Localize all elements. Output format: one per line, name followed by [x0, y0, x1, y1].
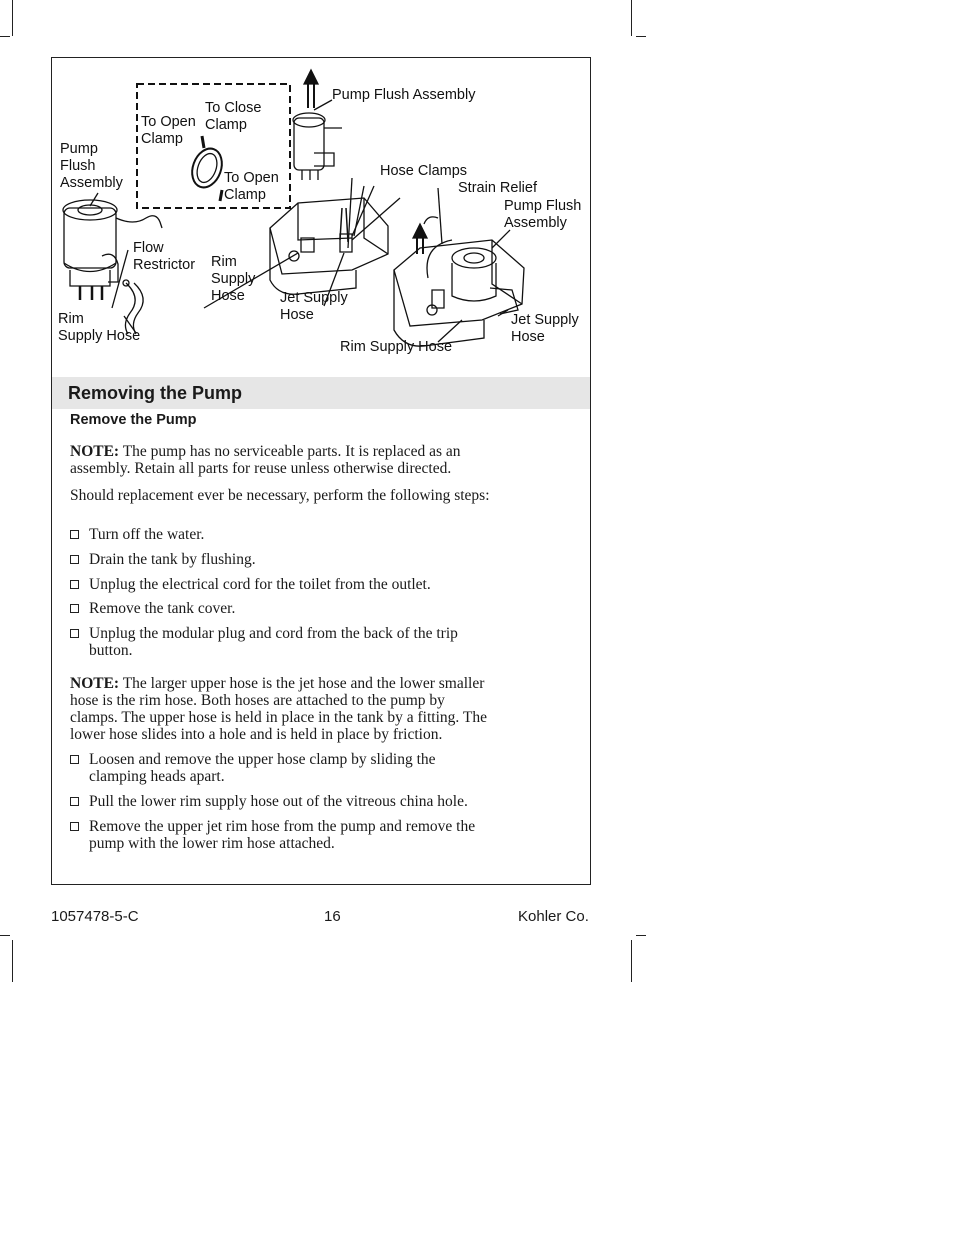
note-label: NOTE: — [70, 675, 120, 692]
list-item-text: Remove the upper jet rim hose from the pump and remove the — [89, 818, 476, 835]
label-line: To Open — [141, 114, 196, 130]
label-line: To Open — [224, 170, 279, 186]
note-text: The pump has no serviceable parts. It is replaced as an — [119, 443, 461, 460]
pump-illustration — [52, 58, 592, 376]
list-item — [70, 625, 559, 659]
label-line: Hose — [511, 329, 545, 345]
note-line — [70, 443, 560, 460]
checkbox-icon — [70, 604, 79, 613]
list-item — [70, 793, 559, 810]
label-line: Assembly — [60, 175, 123, 191]
crop-mark — [12, 940, 13, 982]
content-panel — [51, 57, 591, 885]
list-item-text: button. — [89, 642, 133, 659]
list-item-text: Unplug the modular plug and cord from the back of the trip — [89, 625, 458, 642]
label-line: To Close — [205, 100, 262, 116]
list-item — [70, 576, 559, 593]
note-label: NOTE: — [70, 443, 120, 460]
note-paragraph — [70, 675, 560, 743]
section-title: Removing the Pump — [68, 383, 243, 403]
list-item — [70, 818, 559, 852]
list-item-text: pump with the lower rim hose attached. — [89, 835, 335, 852]
checkbox-icon — [70, 580, 79, 589]
label-line: Clamp — [224, 187, 266, 203]
label-rim-supply-mid — [211, 254, 255, 305]
label-line: Supply — [211, 271, 256, 287]
list-item — [70, 751, 559, 785]
checkbox-icon — [70, 797, 79, 806]
note-line: lower hose slides into a hole and is held in place by friction. — [70, 726, 443, 743]
list-item-text: Turn off the water. — [89, 526, 205, 543]
label-line: Clamp — [205, 117, 247, 133]
label-pump-flush-right — [504, 198, 581, 232]
label-pump-flush-top: Pump Flush Assembly — [332, 87, 476, 103]
label-line: Hose — [280, 307, 314, 323]
crop-mark — [0, 36, 10, 37]
label-flow-restrictor — [133, 240, 195, 274]
checkbox-icon — [70, 555, 79, 564]
label-line: Pump Flush — [504, 198, 582, 214]
document-number: 1057478-5-C — [51, 908, 139, 925]
label-line: Rim — [211, 254, 237, 270]
note-text: The larger upper hose is the jet hose and the lower smaller — [119, 675, 485, 692]
company-name: Kohler Co. — [518, 908, 589, 925]
label-line: Supply Hose — [58, 328, 141, 344]
label-line: Assembly — [504, 215, 567, 231]
note-line: assembly. Retain all parts for reuse unless otherwise directed. — [70, 460, 452, 477]
label-rim-supply-bottom: Rim Supply Hose — [340, 339, 453, 355]
crop-mark — [636, 36, 646, 37]
list-item-text: Loosen and remove the upper hose clamp by sliding the — [89, 751, 436, 768]
label-to-close-clamp — [205, 100, 261, 134]
intro-paragraph: Should replacement ever be necessary, perform the following steps: — [70, 487, 490, 504]
label-line: Hose — [211, 288, 245, 304]
list-item-text: clamping heads apart. — [89, 768, 225, 785]
list-item-text: Remove the tank cover. — [89, 600, 236, 617]
label-line: Flush — [60, 158, 96, 174]
note-line: hose is the rim hose. Both hoses are attached to the pump by — [70, 692, 445, 709]
subheading: Remove the Pump — [70, 412, 197, 428]
list-item — [70, 526, 559, 543]
list-item-text: Unplug the electrical cord for the toilet from the outlet. — [89, 576, 431, 593]
label-line: Pump — [60, 141, 98, 157]
list-item — [70, 551, 559, 568]
label-jet-supply-mid — [280, 290, 348, 324]
list-item — [70, 600, 559, 617]
crop-mark — [631, 0, 632, 36]
label-pump-flush-left — [60, 141, 123, 192]
checkbox-icon — [70, 530, 79, 539]
list-item-text: Pull the lower rim supply hose out of the vitreous china hole. — [89, 793, 468, 810]
crop-mark — [636, 935, 646, 936]
label-line: Restrictor — [133, 257, 196, 273]
label-strain-relief: Strain Relief — [458, 180, 537, 196]
section-header — [52, 377, 590, 409]
note-line: clamps. The upper hose is held in place in the tank by a fitting. The — [70, 709, 487, 726]
label-line: Jet Supply — [511, 312, 579, 328]
label-to-open-clamp-1 — [141, 114, 196, 148]
page-number: 16 — [324, 908, 341, 925]
checkbox-icon — [70, 822, 79, 831]
label-hose-clamps: Hose Clamps — [380, 163, 468, 179]
list-item-text: Drain the tank by flushing. — [89, 551, 256, 568]
label-line: Rim — [58, 311, 84, 327]
note-line — [70, 675, 560, 692]
label-rim-supply-left — [58, 311, 140, 345]
crop-mark — [12, 0, 13, 36]
checkbox-icon — [70, 755, 79, 764]
label-line: Flow — [133, 240, 164, 256]
label-line: Clamp — [141, 131, 183, 147]
crop-mark — [0, 935, 10, 936]
crop-mark — [631, 940, 632, 982]
note-paragraph — [70, 443, 560, 477]
label-line: Jet Supply — [280, 290, 348, 306]
checkbox-icon — [70, 629, 79, 638]
label-to-open-clamp-2 — [224, 170, 279, 204]
label-jet-supply-right — [511, 312, 579, 346]
